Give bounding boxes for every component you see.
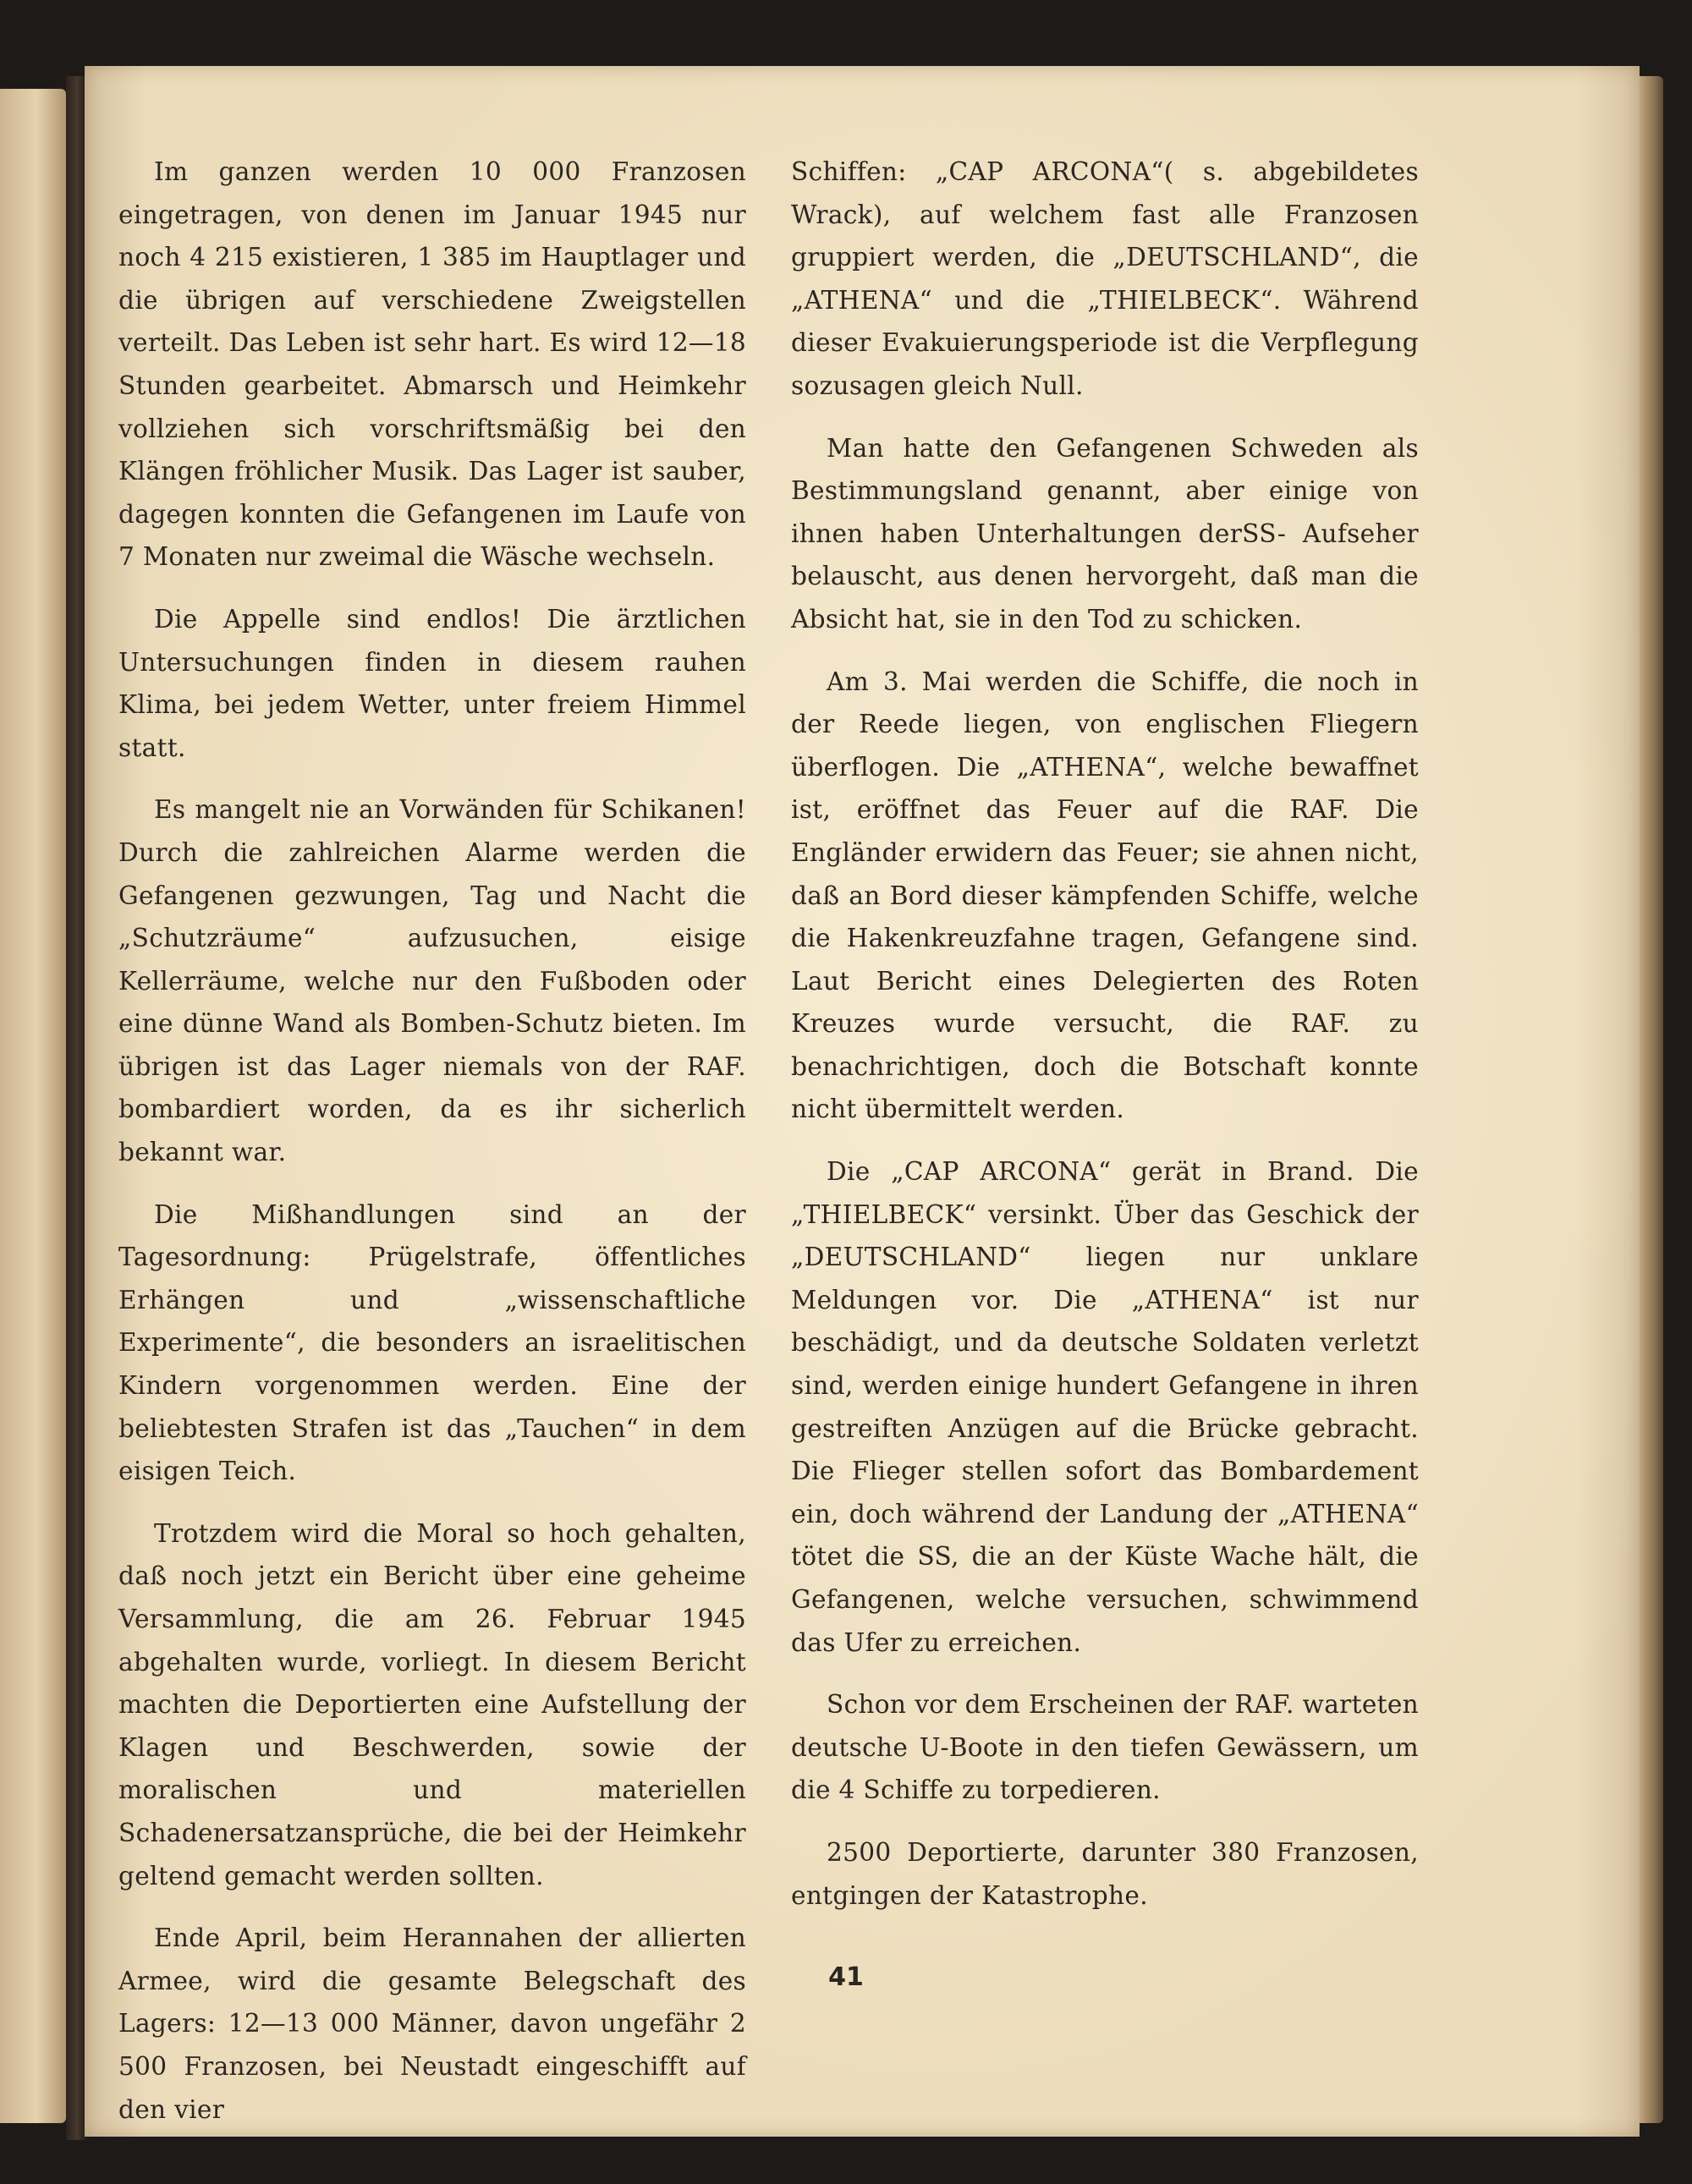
paragraph: Trotzdem wird die Moral so hoch gehalten, daß noch jetzt ein Bericht über eine geheime Versammlung, die am 26. Februar 1945 abgehalten wurde, vorliegt. In diesem Bericht machten die Deportierten eine Aufstellung der Klagen und Beschwerden, sowie der moralischen und materiellen Schadenersatzansprüche, die bei der Heimkehr geltend gemacht werden sollten. [118,1518,746,1890]
paragraph: Die „CAP ARCONA“ gerät in Brand. Die „THIELBECK“ versinkt. Über das Geschick der „DEUTSCHLAND“ liegen nur unklare Meldungen vor. Die „ATHENA“ ist nur beschädigt, und da deutsche Soldaten verletzt sind, werden einige hundert Gefangene in ihren gestreiften Anzügen auf die Brücke gebracht. Die Flieger stellen sofort das Bombardement ein, doch während der Landung der „ATHENA“ tötet die SS, die an der Küste Wache hält, die Gefangenen, welche versuchen, schwimmend das Ufer zu erreichen. [791,1157,1419,1657]
paragraph: Am 3. Mai werden die Schiffe, die noch in der Reede liegen, von englischen Fliegern überflogen. Die „ATHENA“, welche bewaffnet ist, eröffnet das Feuer auf die RAF. Die Engländer erwidern das Feuer; sie ahnen nicht, daß an Bord dieser kämpfenden Schiffe, welche die Hakenkreuzfahne tragen, Gefangene sind. Laut Bericht eines Delegierten des Roten Kreuzes wurde versucht, die RAF. zu benachrichtigen, doch die Botschaft konnte nicht übermittelt werden. [791,667,1419,1124]
left-page-edge [0,89,66,2123]
paragraph: Es mangelt nie an Vorwänden für Schikanen! Durch die zahlreichen Alarme werden die Gefangenen gezwungen, Tag und Nacht die „Schutzräume“ aufzusuchen, eisige Kellerräume, welche nur den Fußboden oder eine dünne Wand als Bomben-Schutz bieten. Im übrigen ist das Lager niemals von der RAF. bombardiert worden, da es ihr sicherlich bekannt war. [118,795,746,1167]
paragraph: Schon vor dem Erscheinen der RAF. warteten deutsche U-Boote in den tiefen Gewässern, um die 4 Schiffe zu torpedieren. [791,1690,1419,1805]
paragraph: Ende April, beim Herannahen der allierten Armee, wird die gesamte Belegschaft des Lagers: 12—13 000 Männer, davon ungefähr 2 500 Franzosen, bei Neustadt eingeschifft auf den vier [118,1923,746,2124]
paragraph: 2500 Deportierte, darunter 380 Franzosen, entgingen der Katastrophe. [791,1837,1419,1910]
paragraph: Die Appelle sind endlos! Die ärztlichen Untersuchungen finden in diesem rauhen Klima, bei jedem Wetter, unter freiem Himmel statt. [118,604,746,762]
right-text-column [791,151,1419,1936]
paragraph: Man hatte den Gefangenen Schweden als Bestimmungsland genannt, aber einige von ihnen haben Unterhaltungen derSS- Aufseher belauscht, aus denen hervorgeht, daß man die Absicht hat, sie in den Tod zu schicken. [791,433,1419,634]
paragraph: Schiffen: „CAP ARCONA“( s. abgebildetes Wrack), auf welchem fast alle Franzosen gruppiert werden, die „DEUTSCHLAND“, die „ATHENA“ und die „THIELBECK“. Während dieser Evakuierungsperiode ist die Verpflegung sozusagen gleich Null. [791,157,1419,400]
paragraph: Die Mißhandlungen sind an der Tagesordnung: Prügelstrafe, öffentliches Erhängen und „wissenschaftliche Experimente“, die besonders an israelitischen Kindern vorgenommen werden. Eine der beliebtesten Strafen ist das „Tauchen“ in dem eisigen Teich. [118,1199,746,1486]
right-page-edge [1640,76,1663,2123]
page-number: 41 [828,1962,864,1992]
left-text-column [118,151,746,2150]
paragraph: Im ganzen werden 10 000 Franzosen eingetragen, von denen im Januar 1945 nur noch 4 215 existieren, 1 385 im Hauptlager und die übrigen auf verschiedene Zweigstellen verteilt. Das Leben ist sehr hart. Es wird 12—18 Stunden gearbeitet. Abmarsch und Heimkehr vollziehen sich vorschriftsmäßig bei den Klängen fröhlicher Musik. Das Lager ist sauber, dagegen konnten die Gefangenen im Laufe von 7 Monaten nur zweimal die Wäsche wechseln. [118,157,746,572]
